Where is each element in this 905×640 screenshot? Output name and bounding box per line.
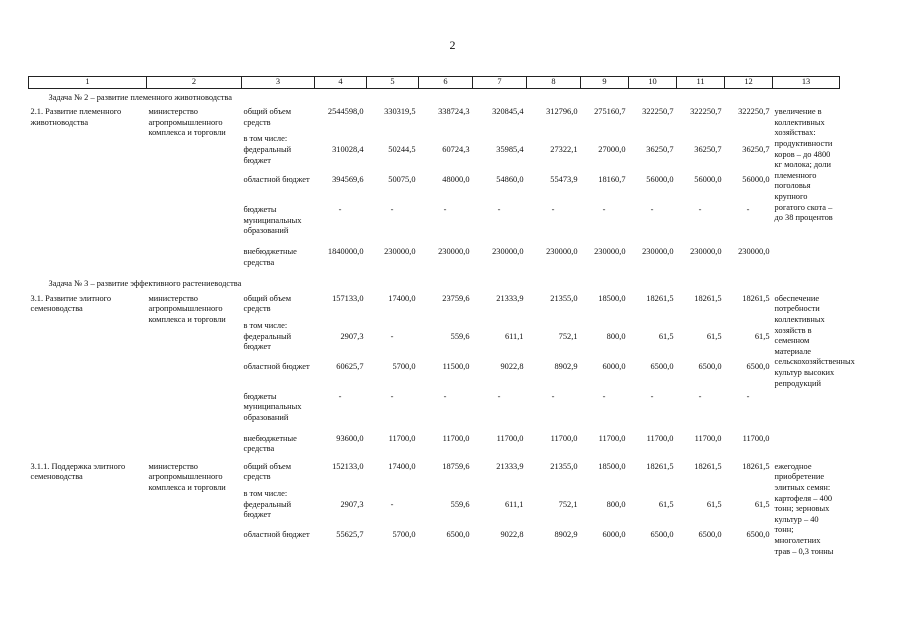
funding-value: 11700,0 (598, 433, 626, 443)
funding-value: 56000,0 (742, 175, 770, 185)
executor: министерство агропромышленного комплекса и торговли (148, 107, 226, 138)
funding-value: - (746, 205, 750, 215)
funding-row (29, 107, 840, 145)
funding-value: 50075,0 (388, 175, 416, 185)
program-table (28, 76, 855, 560)
task-row (29, 275, 840, 294)
funding-value: 152133,0 (332, 461, 364, 471)
funding-value: 18160,7 (598, 175, 626, 185)
funding-source-label: бюджеты муниципальных образований (243, 391, 302, 422)
funding-value: 18261,5 (742, 293, 770, 303)
funding-value: 18261,5 (694, 293, 722, 303)
funding-source-label: федеральный бюджет (243, 499, 292, 520)
funding-value: - (443, 205, 447, 215)
funding-value: 35985,4 (496, 145, 524, 155)
funding-value: 61,5 (658, 499, 674, 509)
header-col-number: 5 (367, 77, 419, 89)
funding-source-label: областной бюджет (243, 529, 310, 539)
funding-value: 800,0 (606, 331, 626, 341)
funding-value: 2544598,0 (327, 107, 364, 117)
funding-source-label: федеральный бюджет (243, 145, 292, 165)
funding-value: - (497, 391, 501, 401)
funding-source (242, 145, 315, 175)
expected-result: увеличение в коллективных хозяйствах: продуктивности коров – до 4800 кг молока; доли племенного поголовья крупного рогатого скота – до 38 процентов (774, 107, 833, 223)
header-col-number: 9 (581, 77, 629, 89)
funding-source-label: областной бюджет (243, 175, 310, 185)
executor: министерство агропромышленного комплекса и торговли (148, 461, 226, 492)
task-title: Задача № 2 – развитие племенного животноводства (48, 92, 232, 102)
header-col-number: 8 (527, 77, 581, 89)
funding-value: 36250,7 (694, 145, 722, 155)
funding-value: 36250,7 (646, 145, 674, 155)
funding-value: 61,5 (754, 499, 770, 509)
header-col-number: 11 (677, 77, 725, 89)
expected-result: обеспечение потребности коллективных хозяйств в семенном материале сельскохозяйственных культур высоких репродукций (774, 293, 855, 388)
funding-row (29, 294, 840, 332)
funding-value: 6500,0 (650, 361, 674, 371)
funding-source (242, 332, 315, 362)
funding-value: 27322,1 (550, 145, 578, 155)
funding-source (242, 434, 315, 462)
funding-value: 23759,6 (442, 293, 470, 303)
header-col-number: 12 (725, 77, 773, 89)
funding-value: - (390, 391, 394, 401)
funding-value: 11700,0 (742, 433, 770, 443)
funding-value: 48000,0 (442, 175, 470, 185)
funding-value: - (602, 391, 606, 401)
funding-value: 21355,0 (550, 461, 578, 471)
funding-value: 6500,0 (446, 529, 470, 539)
funding-value: 5700,0 (392, 529, 416, 539)
funding-value: 60724,3 (442, 145, 470, 155)
funding-value: 230000,0 (642, 247, 674, 257)
funding-value: 322250,7 (642, 107, 674, 117)
funding-value: 312796,0 (546, 107, 578, 117)
funding-value: 322250,7 (690, 107, 722, 117)
funding-value: 61,5 (706, 331, 722, 341)
funding-source (242, 362, 315, 392)
funding-source (242, 462, 315, 500)
funding-value: 230000,0 (690, 247, 722, 257)
funding-value: - (698, 205, 702, 215)
funding-value: 6500,0 (650, 529, 674, 539)
funding-value: 11700,0 (694, 433, 722, 443)
funding-source (242, 294, 315, 332)
funding-value: 36250,7 (742, 145, 770, 155)
header-col-number: 13 (773, 77, 840, 89)
funding-value: 320845,4 (492, 107, 524, 117)
task-row (29, 88, 840, 107)
funding-value: 11700,0 (496, 433, 524, 443)
funding-value: 61,5 (706, 499, 722, 509)
funding-value: 275160,7 (594, 107, 626, 117)
column-number-header (29, 77, 840, 89)
funding-value: 559,6 (450, 331, 470, 341)
funding-value: 800,0 (606, 499, 626, 509)
funding-source (242, 392, 315, 434)
funding-value: - (338, 205, 342, 215)
funding-value: 56000,0 (694, 175, 722, 185)
measure-name: 3.1.1. Поддержка элитного семеноводства (30, 461, 126, 482)
funding-value: 230000,0 (546, 247, 578, 257)
funding-value: 157133,0 (332, 293, 364, 303)
header-col-number: 3 (242, 77, 315, 89)
funding-subtitle: в том числе: (243, 320, 288, 330)
funding-value: 93600,0 (336, 433, 364, 443)
funding-value: 8902,9 (554, 361, 578, 371)
header-col-number: 1 (29, 77, 147, 89)
funding-value: - (698, 391, 702, 401)
funding-value: 18261,5 (742, 461, 770, 471)
funding-value: 310028,4 (332, 145, 364, 155)
funding-value: 6500,0 (746, 529, 770, 539)
funding-value: - (650, 391, 654, 401)
funding-source (242, 500, 315, 530)
funding-source (242, 530, 315, 560)
funding-value: 61,5 (658, 331, 674, 341)
header-col-number: 4 (315, 77, 367, 89)
funding-value: 18500,0 (598, 461, 626, 471)
funding-value: 60625,7 (336, 361, 364, 371)
funding-value: 11700,0 (388, 433, 416, 443)
header-col-number: 7 (473, 77, 527, 89)
funding-value: 6500,0 (746, 361, 770, 371)
funding-value: 56000,0 (646, 175, 674, 185)
funding-value: 9022,8 (500, 361, 524, 371)
funding-value: - (390, 499, 394, 509)
funding-value: - (551, 391, 555, 401)
funding-value: 18261,5 (694, 461, 722, 471)
funding-value: 6000,0 (602, 361, 626, 371)
funding-value: 6000,0 (602, 529, 626, 539)
funding-value: 559,6 (450, 499, 470, 509)
funding-value: - (497, 205, 501, 215)
funding-value: 611,1 (504, 499, 524, 509)
funding-value: 752,1 (558, 499, 578, 509)
funding-source-label: внебюджетные средства (243, 247, 297, 267)
funding-value: 230000,0 (594, 247, 626, 257)
funding-value: 11700,0 (646, 433, 674, 443)
funding-value: 394569,6 (332, 175, 364, 185)
funding-source (242, 205, 315, 247)
funding-value: 18261,5 (646, 293, 674, 303)
funding-value: 230000,0 (438, 247, 470, 257)
funding-source (242, 175, 315, 205)
funding-source-label: общий объем средств (243, 461, 292, 482)
funding-value: 18261,5 (646, 461, 674, 471)
funding-value: 55473,9 (550, 175, 578, 185)
funding-subtitle: в том числе: (243, 488, 288, 498)
funding-value: 11500,0 (442, 361, 470, 371)
funding-source-label: бюджеты муниципальных образований (243, 205, 302, 236)
funding-value: 230000,0 (738, 247, 770, 257)
funding-value: 17400,0 (388, 293, 416, 303)
funding-value: 61,5 (754, 331, 770, 341)
funding-value: - (390, 331, 394, 341)
funding-value: 230000,0 (492, 247, 524, 257)
funding-value: - (390, 205, 394, 215)
header-col-number: 2 (147, 77, 242, 89)
funding-value: 6500,0 (698, 361, 722, 371)
page-number: 2 (449, 38, 456, 52)
funding-value: 21333,9 (496, 293, 524, 303)
funding-source-label: внебюджетные средства (243, 433, 297, 454)
funding-value: 9022,8 (500, 529, 524, 539)
funding-value: 50244,5 (388, 145, 416, 155)
funding-value: - (746, 391, 750, 401)
funding-value: 611,1 (504, 331, 524, 341)
funding-value: - (443, 391, 447, 401)
funding-value: - (650, 205, 654, 215)
funding-value: 5700,0 (392, 361, 416, 371)
funding-value: 322250,7 (738, 107, 770, 117)
funding-value: 18500,0 (598, 293, 626, 303)
funding-source-label: общий объем средств (243, 107, 292, 127)
funding-value: 2907,3 (340, 331, 364, 341)
funding-value: - (551, 205, 555, 215)
funding-source (242, 107, 315, 145)
funding-value: 338724,3 (438, 107, 470, 117)
header-col-number: 6 (419, 77, 473, 89)
funding-value: 55625,7 (336, 529, 364, 539)
measure-name: 2.1. Развитие племенного животноводства (30, 107, 122, 127)
funding-value: 54860,0 (496, 175, 524, 185)
header-col-number: 10 (629, 77, 677, 89)
funding-row (29, 462, 840, 500)
funding-value: 8902,9 (554, 529, 578, 539)
executor: министерство агропромышленного комплекса и торговли (148, 293, 226, 324)
funding-value: 27000,0 (598, 145, 626, 155)
funding-value: 1840000,0 (327, 247, 364, 257)
funding-value: 752,1 (558, 331, 578, 341)
funding-source-label: областной бюджет (243, 361, 310, 371)
funding-value: 21333,9 (496, 461, 524, 471)
funding-value: - (338, 391, 342, 401)
funding-value: 230000,0 (384, 247, 416, 257)
funding-value: 6500,0 (698, 529, 722, 539)
expected-result: ежегодное приобретение элитных семян: картофеля – 400 тонн; зерновых культур – 40 тонн; многолетних трав – 0,3 тонны (774, 461, 834, 556)
funding-value: 11700,0 (550, 433, 578, 443)
funding-value: - (602, 205, 606, 215)
funding-value: 330319,5 (384, 107, 416, 117)
funding-value: 18759,6 (442, 461, 470, 471)
funding-value: 11700,0 (442, 433, 470, 443)
measure-name: 3.1. Развитие элитного семеноводства (30, 293, 112, 314)
funding-value: 2907,3 (340, 499, 364, 509)
funding-source-label: федеральный бюджет (243, 331, 292, 352)
funding-source (242, 247, 315, 275)
task-title: Задача № 3 – развитие эффективного растениеводства (48, 279, 242, 289)
funding-value: 21355,0 (550, 293, 578, 303)
funding-source-label: общий объем средств (243, 293, 292, 314)
funding-value: 17400,0 (388, 461, 416, 471)
funding-subtitle: в том числе: (243, 134, 288, 144)
